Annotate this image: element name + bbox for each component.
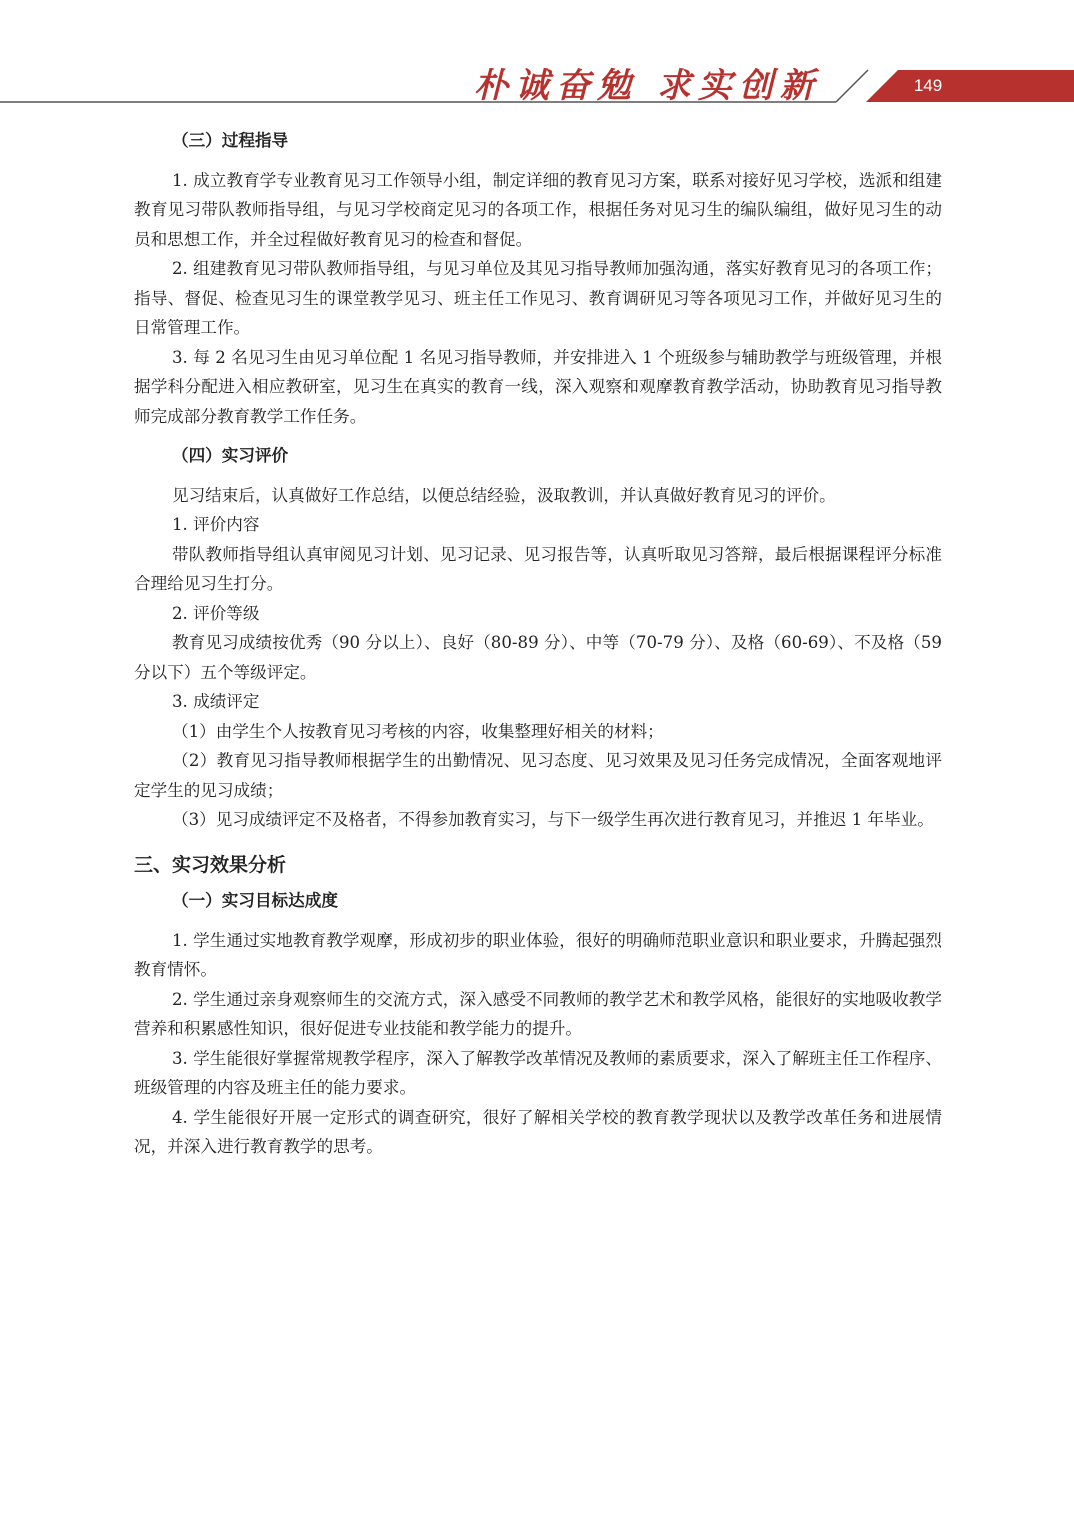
paragraph: 带队教师指导组认真审阅见习计划、见习记录、见习报告等，认真听取见习答辩，最后根据课程评分标准合理给见习生打分。: [134, 544, 942, 593]
paragraph: 2. 组建教育见习带队教师指导组，与见习单位及其见习指导教师加强沟通，落实好教育见习的各项工作；指导、督促、检查见习生的课堂教学见习、班主任工作见习、教育调研见习等各项见习工作，并做好见习生的日常管理工作。: [134, 259, 942, 337]
subsection-title: （四）实习评价: [172, 446, 289, 465]
subsection-title: （三）过程指导: [172, 131, 289, 150]
page-number-tab: [866, 70, 1074, 102]
page-header: [0, 0, 1074, 110]
paragraph: 1. 成立教育学专业教育见习工作领导小组，制定详细的教育见习方案，联系对接好见习学校，选派和组建教育见习带队教师指导组，与见习学校商定见习的各项工作，根据任务对见习生的编队编组，做好见习生的动员和思想工作，并全过程做好教育见习的检查和督促。: [134, 170, 942, 249]
paragraph: 见习结束后，认真做好工作总结，以便总结经验，汲取教训，并认真做好教育见习的评价。: [172, 485, 836, 505]
subsection-title: （一）实习目标达成度: [172, 891, 338, 910]
paragraph: 3. 学生能很好掌握常规教学程序，深入了解教学改革情况及教师的素质要求，深入了解班主任工作程序、班级管理的内容及班主任的能力要求。: [134, 1048, 942, 1097]
list-item: （3）见习成绩评定不及格者，不得参加教育实习，与下一级学生再次进行教育见习，并推迟 1 年毕业。: [172, 810, 934, 829]
list-item: （1）由学生个人按教育见习考核的内容，收集整理好相关的材料；: [172, 721, 664, 741]
list-heading: 3. 成绩评定: [172, 692, 260, 711]
list-heading: 2. 评价等级: [172, 603, 260, 623]
paragraph: 3. 每 2 名见习生由见习单位配 1 名见习指导教师，并安排进入 1 个班级参与辅助教学与班级管理，并根据学科分配进入相应教研室，见习生在真实的教育一线，深入观察和观摩教育教学活动，协助教育见习指导教师完成部分教育教学工作任务。: [134, 347, 942, 426]
paragraph: 2. 学生通过亲身观察师生的交流方式，深入感受不同教师的教学艺术和教学风格，能很好的实地吸收教学营养和积累感性知识，很好促进专业技能和教学能力的提升。: [134, 989, 942, 1038]
paragraph: 1. 学生通过实地教育教学观摩，形成初步的职业体验，很好的明确师范职业意识和职业要求，升腾起强烈教育情怀。: [134, 930, 942, 979]
section-title: 三、实习效果分析: [134, 854, 287, 876]
document-body: [134, 126, 942, 1162]
header-rule-diagonal: [836, 70, 868, 102]
paragraph: 4. 学生能很好开展一定形式的调查研究，很好了解相关学校的教育教学现状以及教学改革任务和进展情况，并深入进行教育教学的思考。: [134, 1107, 942, 1156]
paragraph: 教育见习成绩按优秀（90 分以上）、良好（80-89 分）、中等（70-79 分）、及格（60-69）、不及格（59 分以下）五个等级评定。: [134, 633, 942, 682]
list-item: （2）教育见习指导教师根据学生的出勤情况、见习态度、见习效果及见习任务完成情况，全面客观地评定学生的见习成绩；: [134, 751, 942, 800]
page-number: 149: [913, 76, 943, 95]
header-motto: 朴诚奋勉 求实创新: [474, 66, 821, 106]
list-heading: 1. 评价内容: [172, 515, 260, 534]
